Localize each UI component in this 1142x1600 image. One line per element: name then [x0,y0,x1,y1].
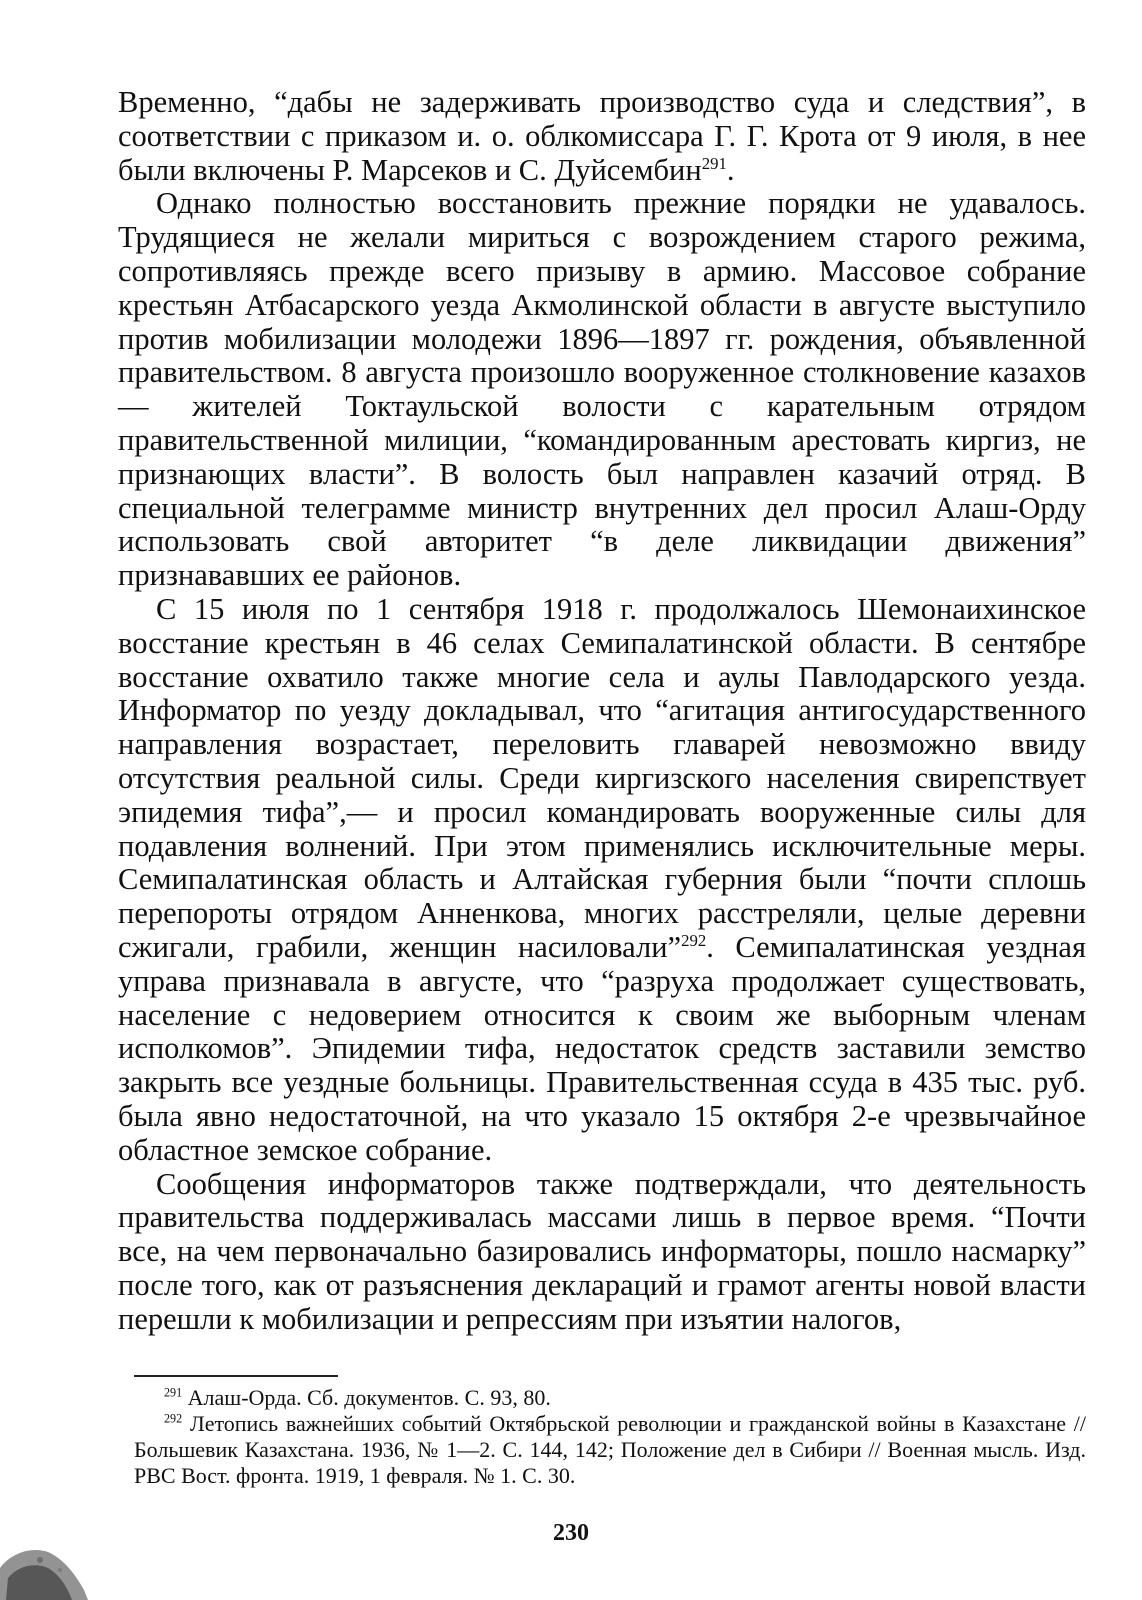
paragraph-3-text-b: . Семипалатинская уездная управа признавала в августе, что “разруха продолжает существовать, население с недоверием относится к своим же выборным членам исполкомов”. Эпидемии тифа, недостаток средств заставили земство закрыть все уездные больницы. Правительственная ссуда в 435 тыс. руб. была явно недостаточной, на что указало 15 октября 2-е чрезвычайное областное земское собрание. [118,929,1086,1167]
paragraph-1-text-a: Временно, “дабы не задерживать производство суда и следствия”, в соответствии с приказом и. о. облкомиссара Г. Г. Крота от 9 июля, в нее были включены Р. Марсеков и С. Дуйсембин [118,85,1086,187]
paragraph-3-text-a: С 15 июля по 1 сентября 1918 г. продолжалось Шемонаихинское восстание крестьян в 46 селах Семипалатинской области. В сентябре восстание охватило также многие села и аулы Павлодарского уезда. Информатор по уезду докладывал, что “агитация антигосударственного направления возрастает, переловить главарей невозможно ввиду отсутствия реальной силы. Среди киргизского населения свирепствует эпидемия тифа”,— и просил командировать вооруженные силы для подавления волнений. При этом применялись исключительные меры. Семипалатинская область и Алтайская губерния были “почти сплошь перепороты отрядом Анненкова, многих расстреляли, целые деревни сжигали, грабили, женщин насиловали” [118,591,1086,964]
footnote-ref-291: 291 [701,153,727,173]
paragraph-4 [118,1168,1086,1337]
footnote-divider [134,1375,338,1377]
paragraph-3 [118,593,1086,1168]
paragraph-2-text: Однако полностью восстановить прежние порядки не удавалось. Трудящиеся не желали мириться с возрождением старого режима, сопротивляясь прежде всего призыву в армию. Массовое собрание крестьян Атбасарского уезда Акмолинской области в августе выступило против мобилизации молодежи 1896—1897 гг. рождения, объявленной правительством. 8 августа произошло вооруженное столкновение казахов — жителей Токтаульской волости с карательным отрядом правительственной милиции, “командированным арестовать киргиз, не признающих власти”. В волость был направлен казачий отряд. В специальной телеграмме министр внутренних дел просил Алаш-Орду использовать свой авторитет “в деле ликвидации движения” признававших ее районов. [118,186,1086,593]
footnote-291 [134,1385,1086,1411]
paragraph-2 [118,187,1086,593]
page-number: 230 [553,1520,589,1546]
scan-artifact [0,1540,90,1600]
paragraph-1-text-b: . [726,152,735,187]
footnote-292 [134,1411,1086,1489]
footnote-text-292: Летопись важнейших событий Октябрьской революции и гражданской войны в Казахстане // Большевик Казахстана. 1936, № 1—2. С. 144, 142; Положение дел в Сибири // Военная мысль. Изд. РВС Вост. фронта. 1919, 1 февраля. № 1. С. 30. [134,1411,1087,1488]
paragraph-4-text: Сообщения информаторов также подтверждали, что деятельность правительства поддерживалась массами лишь в первое время. “Почти все, на чем первоначально базировались информаторы, пошло насмарку” после того, как от разъяснения деклараций и грамот агенты новой власти перешли к мобилизации и репрессиям при изъятии налогов, [118,1166,1086,1336]
footnote-number-291: 291 [164,1385,183,1400]
paragraph-1 [118,86,1086,187]
footnote-ref-292: 292 [681,930,707,950]
main-text [118,86,1086,1336]
footnotes [134,1385,1086,1489]
footnote-text-291: Алаш-Орда. Сб. документов. С. 93, 80. [187,1385,551,1410]
footnote-number-292: 292 [164,1411,183,1426]
